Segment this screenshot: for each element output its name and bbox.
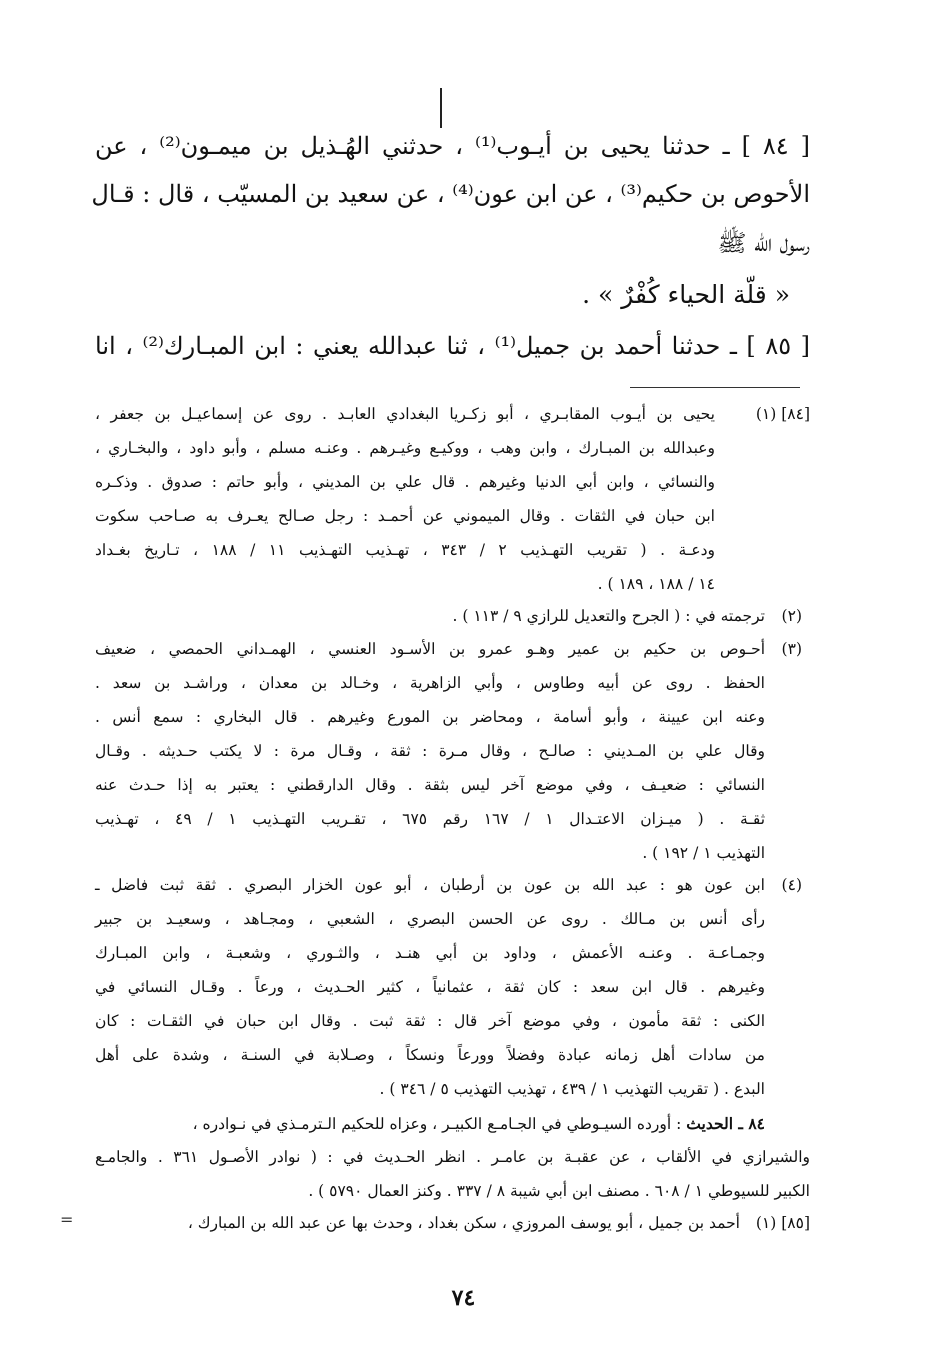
- hadith-85-line-1: [ ٨٥ ] ـ حدثنا أحمد بن جميل⁽¹⁾ ، ثنا عبدالله يعني : ابن المبـارك⁽²⁾ ، انا: [95, 332, 810, 360]
- footnote-line: وعبدالله بن المبـارك ، وابن وهب ، ووكيـع وغيـرهم . وعنـه مسلم ، وأبو داود ، والبخـاري ،: [95, 439, 715, 457]
- footnote-line: من سادات أهل زمانه عبادة وفضلاً وورعاً ونسكاً ، وصـلابة في السنـة ، وشدة على أهل: [95, 1046, 765, 1064]
- continuation-mark: =: [60, 1210, 74, 1229]
- footnote-separator: [630, 387, 800, 388]
- footnote-line: ترجمته في : ( الجرح والتعديل للرازي ٩ / ١١٣ ) .: [452, 607, 765, 625]
- footnote-line: الحفظ . روى عن أبيه وطاوس ، وأبي الزاهرية ، وخـالد بن معدان ، وراشـد بن سعد .: [95, 674, 765, 692]
- footnote-line: ودعـة . ( تقريب التهـذيب ٢ / ٣٤٣ ، تهـذيب التهـذيب ١١ / ١٨٨ ، تـاريخ بغـداد: [95, 541, 716, 559]
- footnote-marker: (٤): [781, 876, 802, 894]
- footnote-line: ثقـة . ( ميـزان الاعتـدال ١ / ١٦٧ رقم ٦٧٥ ، تقـريب التهـذيب ١ / ٤٩ ، تهـذيب: [95, 810, 766, 828]
- footnote-line: ابن عون هو : عبد الله بن عون بن أرطبان ، أبو عون الخزار البصري . ثقة ثبت فاضل ـ: [95, 876, 765, 894]
- footnote-line: ابن حبان في الثقات . وقال الميموني عن أحمـد : رجل صـالح يعـرف به صـاحب سكوت: [95, 507, 715, 525]
- hadith-note-line: الكبير للسيوطي ١ / ٦٠٨ . مصنف ابن أبي شيبة ٨ / ٣٣٧ . وكنز العمال ٥٧٩٠ ) .: [308, 1182, 810, 1200]
- footnote-line: أحـوص بن حكيم بن عمير وهـو عمرو بن الأسـود العنسي ، الهمـداني الحمصي ، ضعيف: [95, 640, 765, 658]
- footnote-marker: (٢): [781, 607, 802, 625]
- hadith-84-line-2: الأحوص بن حكيم⁽³⁾ ، عن ابن عون⁽⁴⁾ ، عن سعيد بن المسيّب ، قال : قـال: [91, 180, 810, 208]
- footnote-line: وجمـاعـة . وعنـه الأعمش ، وداود بن أبي هنـد ، والثـوري ، وشعبـة ، وابن المبـارك: [95, 944, 765, 962]
- hadith-84-line-3: رسول الله ﷺ: [717, 229, 810, 257]
- hadith-note-line: والشيرازي في الألقاب ، عن عقبـة بن عامـر . انظر الحـديث في : ( نوادر الأصـول ٣٦١ . والجامـع: [95, 1148, 810, 1166]
- footnote-line: يحيى بن أيـوب المقابـري ، أبو زكـريا البغدادي العابـد . روى عن إسماعيـل بن جعفر ،: [95, 405, 715, 423]
- footnote-line: ١٤ / ١٨٨ ، ١٨٩ ) .: [597, 575, 715, 593]
- footnote-line: التهذيب ١ / ١٩٢ ) .: [642, 844, 765, 862]
- top-rule-mark: [440, 88, 442, 128]
- footnote-line: الكنى : ثقة مأمون ، وفي موضع آخر قال : ثقة ثبت . وقال ابن حبان في الثقـات : كان: [95, 1012, 765, 1030]
- hadith-note-text: : أورده السيـوطي في الجـامـع الكبيـر ، وعزاه للحكيم الـترمـذي في نـوادره ،: [192, 1115, 682, 1133]
- footnote-marker: [٨٤] (١): [755, 405, 810, 423]
- footnote-marker: [٨٥] (١): [755, 1214, 810, 1232]
- footnote-line: النسائي : ضعيـف ، وفي موضع آخر ليس بثقة . وقال الدارقطني : يعتبر به إذا حـدث عنه: [95, 776, 765, 794]
- hadith-note-line: [193, 1114, 765, 1133]
- footnote-line: وغيرهم . قال ابن سعد : كان ثقة ، عثمانياً ، كثير الحـديث ، ورعاً . وقـال النسائي في: [95, 978, 765, 996]
- footnote-line: وقال علي بن المـديني : صالـح ، وقال مـرة : ثقة ، وقـال مرة : لا يكتب حـديثه . وقـال: [95, 742, 765, 760]
- footnote-line: وعنه ابن عيينة ، وأبو أسامة ، ومحاضر بن المورع وغيرهم . قال البخاري : سمع أنس .: [95, 708, 765, 726]
- hadith-note-tag: ٨٤ ـ الحديث: [686, 1114, 765, 1133]
- hadith-84-quote: « قلّة الحياء كُفْرٌ » .: [582, 280, 790, 309]
- footnote-line: والنسائي ، وابن أبي الدنيا وغيرهم . قال علي بن المديني ، وأبو حاتم : صدوق . وذكـره: [95, 473, 715, 491]
- footnote-line: البدع . ( تقريب التهذيب ١ / ٤٣٩ ، تهذيب التهذيب ٥ / ٣٤٦ ) .: [379, 1080, 765, 1098]
- hadith-84-line-1: [ ٨٤ ] ـ حدثنا يحيى بن أيـوب⁽¹⁾ ، حدثني الهُـذيل بن ميمـون⁽²⁾ ، عن: [95, 132, 810, 160]
- page-number: ٧٤: [451, 1285, 476, 1311]
- footnote-line: رأى أنس بن مـالك . روى عن الحسن البصري ، الشعبي ، ومجـاهد ، وسعيـد بن جبير: [95, 910, 765, 928]
- footnote-marker: (٣): [781, 640, 802, 658]
- footnote-line: أحمد بن جميل ، أبو يوسف المروزي ، سكن بغداد ، وحدث بها عن عبد الله بن المبارك ،: [187, 1214, 740, 1232]
